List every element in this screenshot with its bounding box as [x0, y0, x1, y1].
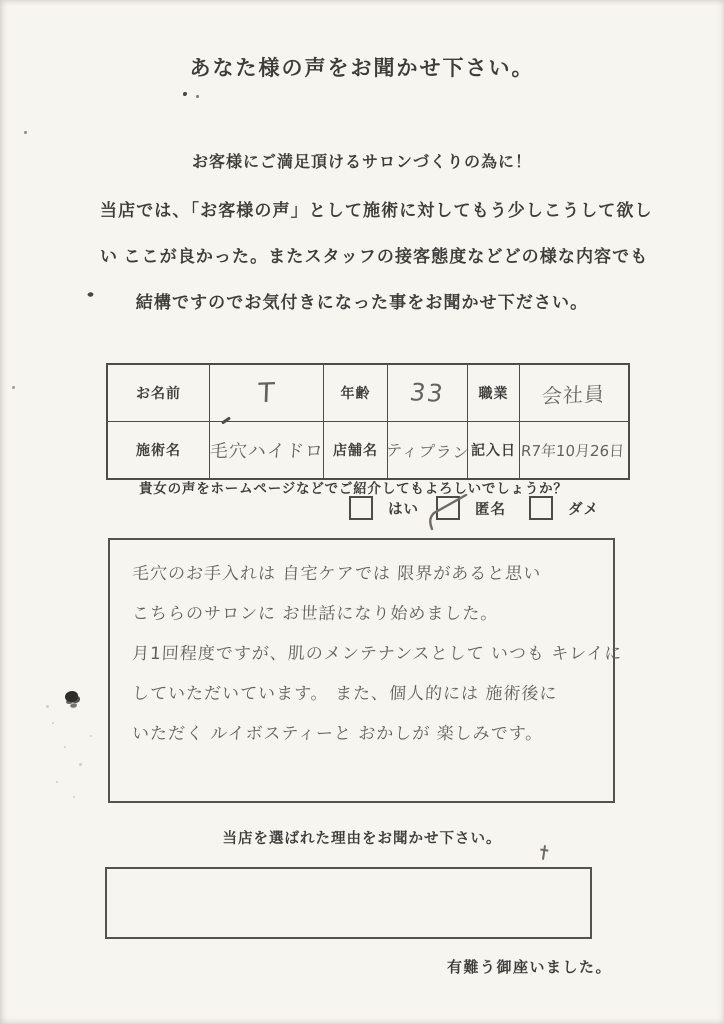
page-title: あなた様の声をお聞かせ下さい。 [189, 56, 535, 80]
ink-speck [183, 92, 187, 96]
table-row [108, 422, 628, 478]
dust-speck [90, 735, 92, 737]
comment-box[interactable] [108, 538, 623, 803]
dust-speck [46, 705, 49, 708]
checkbox-yes-label: はい [388, 501, 419, 518]
age-label: 年齢 [340, 387, 371, 402]
consent-option-yes [349, 496, 419, 520]
checkbox-no-label: ダメ [568, 501, 599, 518]
comment-line: 毛穴のお手入れは 自宅ケアでは 限界があると思い [131, 564, 542, 584]
reason-box[interactable] [105, 867, 592, 939]
ink-speck [196, 95, 199, 98]
comment-line: こちらのサロンに お世話になり始めました。 [131, 604, 499, 624]
customer-info-table [106, 363, 630, 480]
intro-line-2: い ここが良かった。またスタッフの接客態度などどの様な内容でも [100, 247, 649, 266]
consent-question: 貴女の声をホームページなどでご紹介してもよろしいでしょうか？ [139, 481, 568, 496]
table-row [108, 365, 628, 422]
dust-speck [56, 781, 58, 783]
name-label: お名前 [136, 387, 181, 402]
store-label: 店舗名 [333, 444, 378, 459]
intro-line-1: 当店では、「お客様の声」として施術に対してもう少しこうして欲し [100, 201, 653, 220]
name-value: T [257, 377, 276, 409]
age-value: 33 [408, 378, 447, 408]
treatment-value: 毛穴ハイドロ [208, 441, 325, 462]
checkbox-anonymous[interactable] [436, 496, 460, 520]
thanks-text: 有難う御座いました。 [446, 960, 612, 976]
ink-speck [24, 131, 27, 134]
comment-line: していただいています。 また、個人的には 施術後に [131, 684, 558, 704]
reason-heading: 当店を選ばれた理由をお聞かせ下さい。 [222, 831, 502, 847]
store-value: ティプラン [384, 440, 471, 462]
dust-speck [64, 746, 66, 748]
checkbox-anonymous-label: 匿名 [475, 501, 506, 518]
comment-line: いただく ルイボスティーと おかしが 楽しみです。 [131, 724, 544, 744]
consent-option-no [529, 496, 599, 520]
treatment-label: 施術名 [136, 444, 181, 459]
ink-speck [12, 386, 15, 389]
intro-line-3: 結構ですのでお気付きになった事をお聞かせ下ださい。 [135, 293, 589, 312]
handwritten-check-icon [425, 491, 471, 533]
job-label: 職業 [478, 387, 509, 402]
date-label: 記入日 [471, 444, 516, 459]
job-value: 会社員 [540, 381, 605, 408]
dust-speck [52, 722, 54, 724]
checkbox-no[interactable] [529, 496, 553, 520]
checkbox-yes[interactable] [349, 496, 373, 520]
ink-smudge [65, 691, 78, 702]
dust-speck [73, 796, 75, 798]
consent-option-anonymous [436, 496, 506, 520]
date-value: R7年10月26日 [520, 441, 626, 460]
comment-line: 月1回程度ですが、肌のメンテナンスとして いつも キレイに [131, 644, 623, 664]
intro-subtitle: お客様にご満足頂けるサロンづくりの為に！ [191, 154, 532, 171]
dust-speck [79, 763, 82, 766]
